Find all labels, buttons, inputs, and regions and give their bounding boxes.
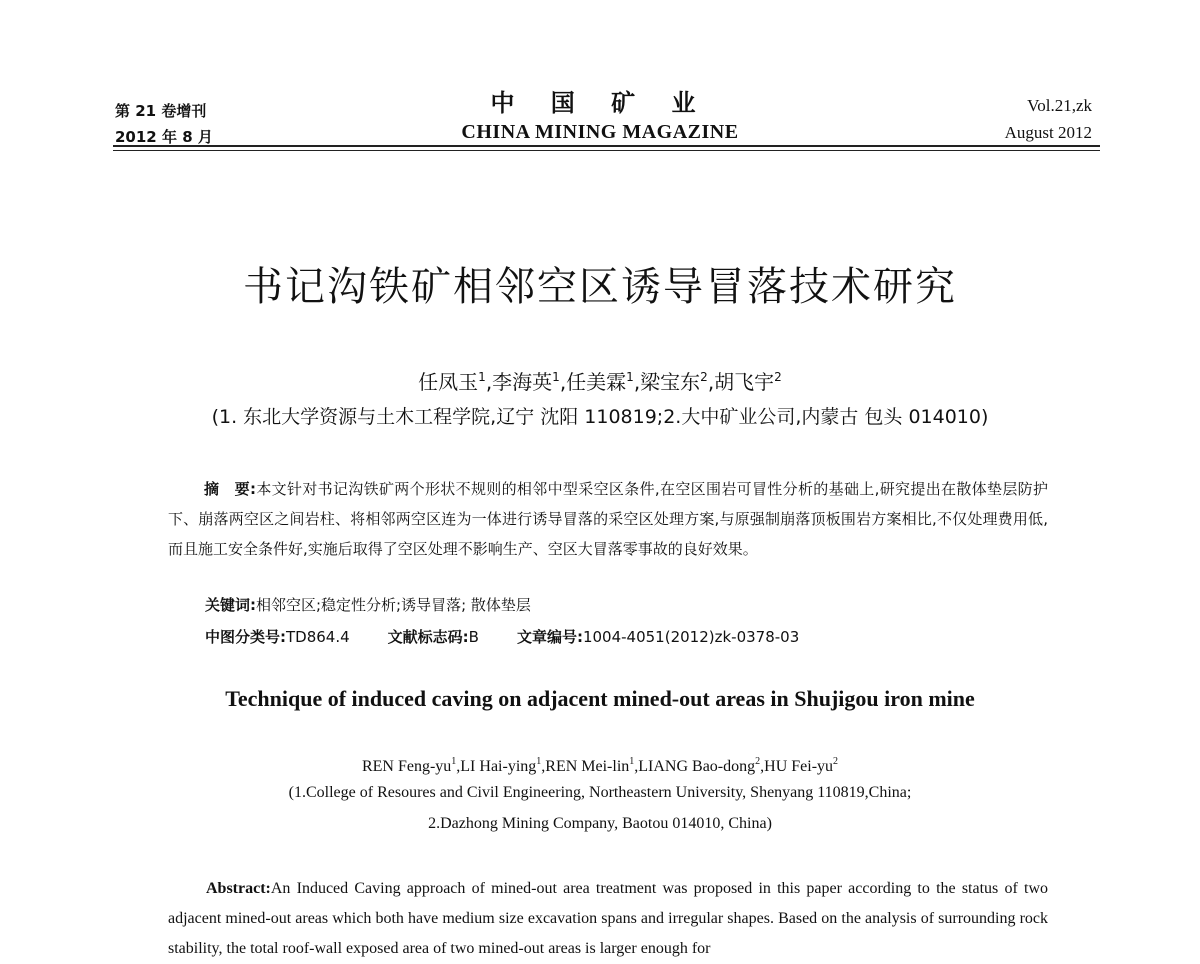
abstract-label-en: Abstract:: [206, 880, 271, 897]
keywords-cn: [205, 594, 531, 615]
author-en: LIANG Bao-dong$^2$: [638, 756, 761, 775]
author-en: LI Hai-ying$^1$: [460, 756, 542, 775]
journal-name-cn: 中 国 矿 业: [490, 89, 710, 117]
date-label: 2012 年 8 月: [115, 128, 213, 146]
abstract-en: [168, 874, 1048, 964]
header-rule-thin: [113, 150, 1100, 151]
author-cn: 李海英$^1$: [492, 370, 560, 394]
abstract-text-cn: 本文针对书记沟铁矿两个形状不规则的相邻中型采空区条件,在空区围岩可冒性分析的基础上,研究提出在散体垫层防护下、崩落两空区之间岩柱、将相邻两空区连为一体进行诱导冒落的采空区处理方案,与原强制崩落顶板围岩方案相比,不仅处理费用低,而且施工安全条件好,实施后取得了空区处理不影响生产、空区大冒落零事故的良好效果。: [168, 480, 1049, 558]
affiliation-en-line1: (1.College of Resoures and Civil Engineering, Northeastern University, Shenyang 110819,China;: [288, 784, 912, 801]
author-cn: 梁宝东$^2$: [640, 370, 708, 394]
clc-label: 中图分类号:: [205, 628, 286, 646]
keywords-text: 相邻空区;稳定性分析;诱导冒落; 散体垫层: [256, 596, 531, 614]
keywords-label: 关键词:: [205, 596, 256, 614]
paper-title-en: Technique of induced caving on adjacent mined-out areas in Shujigou iron mine: [225, 686, 975, 711]
journal-issue-info-en: [1005, 92, 1092, 146]
doc-code-value: B: [468, 628, 479, 646]
author-en: REN Mei-lin$^1$: [545, 756, 635, 775]
author-list-en: REN Feng-$yu^1,LI$ Hai-ying$^1$,REN Mei-lin$^1$,LIANG Bao-dong$^2$,HU Fei-$yu^2$: [361, 756, 839, 775]
author-list-cn: 任凤玉$^1$,李海英$^1$,任美霖$^1$,梁宝东$^2$,胡飞宇$^2$: [418, 370, 782, 394]
affiliation-cn: (1. 东北大学资源与土木工程学院,辽宁 沈阳 110819;2.大中矿业公司,内蒙古 包头 014010): [211, 406, 989, 428]
volume-label-en: Vol.21,zk: [1027, 96, 1092, 115]
article-number-label: 文章编号:: [516, 628, 583, 646]
volume-label: 第 21 卷增刊: [115, 102, 207, 120]
journal-name-en: CHINA MINING MAGAZINE: [461, 121, 739, 143]
author-cn: 任美霖$^1$: [566, 370, 634, 394]
classification-line: [205, 626, 799, 647]
abstract-cn: [168, 474, 1048, 564]
doc-code-label: 文献标志码:: [387, 628, 469, 646]
date-label-en: August 2012: [1004, 123, 1092, 142]
paper-title-cn: 书记沟铁矿相邻空区诱导冒落技术研究: [243, 264, 957, 310]
author-cn: 任凤玉$^1$: [418, 370, 486, 394]
abstract-label-cn: 摘 要:: [204, 480, 256, 498]
author-cn: 胡飞宇$^2$: [714, 370, 782, 394]
affiliation-en-line2: 2.Dazhong Mining Company, Baotou 014010, China): [428, 815, 772, 832]
abstract-text-en: An Induced Caving approach of mined-out area treatment was proposed in this paper according to the status of two adjacent mined-out areas which both have medium size excavation spans and irregular shapes. Based on the analysis of surrounding rock stability, the total roof-wall exposed area of two mined-out areas is larger enough for: [168, 880, 1048, 957]
author-en: REN Feng-$yu^1$: [361, 756, 457, 775]
author-en: HU Fei-$yu^2$: [764, 756, 839, 775]
clc-value: TD864.4: [286, 628, 350, 646]
header-rule-thick: [113, 145, 1100, 147]
article-number-value: 1004-4051(2012)zk-0378-03: [582, 628, 800, 646]
